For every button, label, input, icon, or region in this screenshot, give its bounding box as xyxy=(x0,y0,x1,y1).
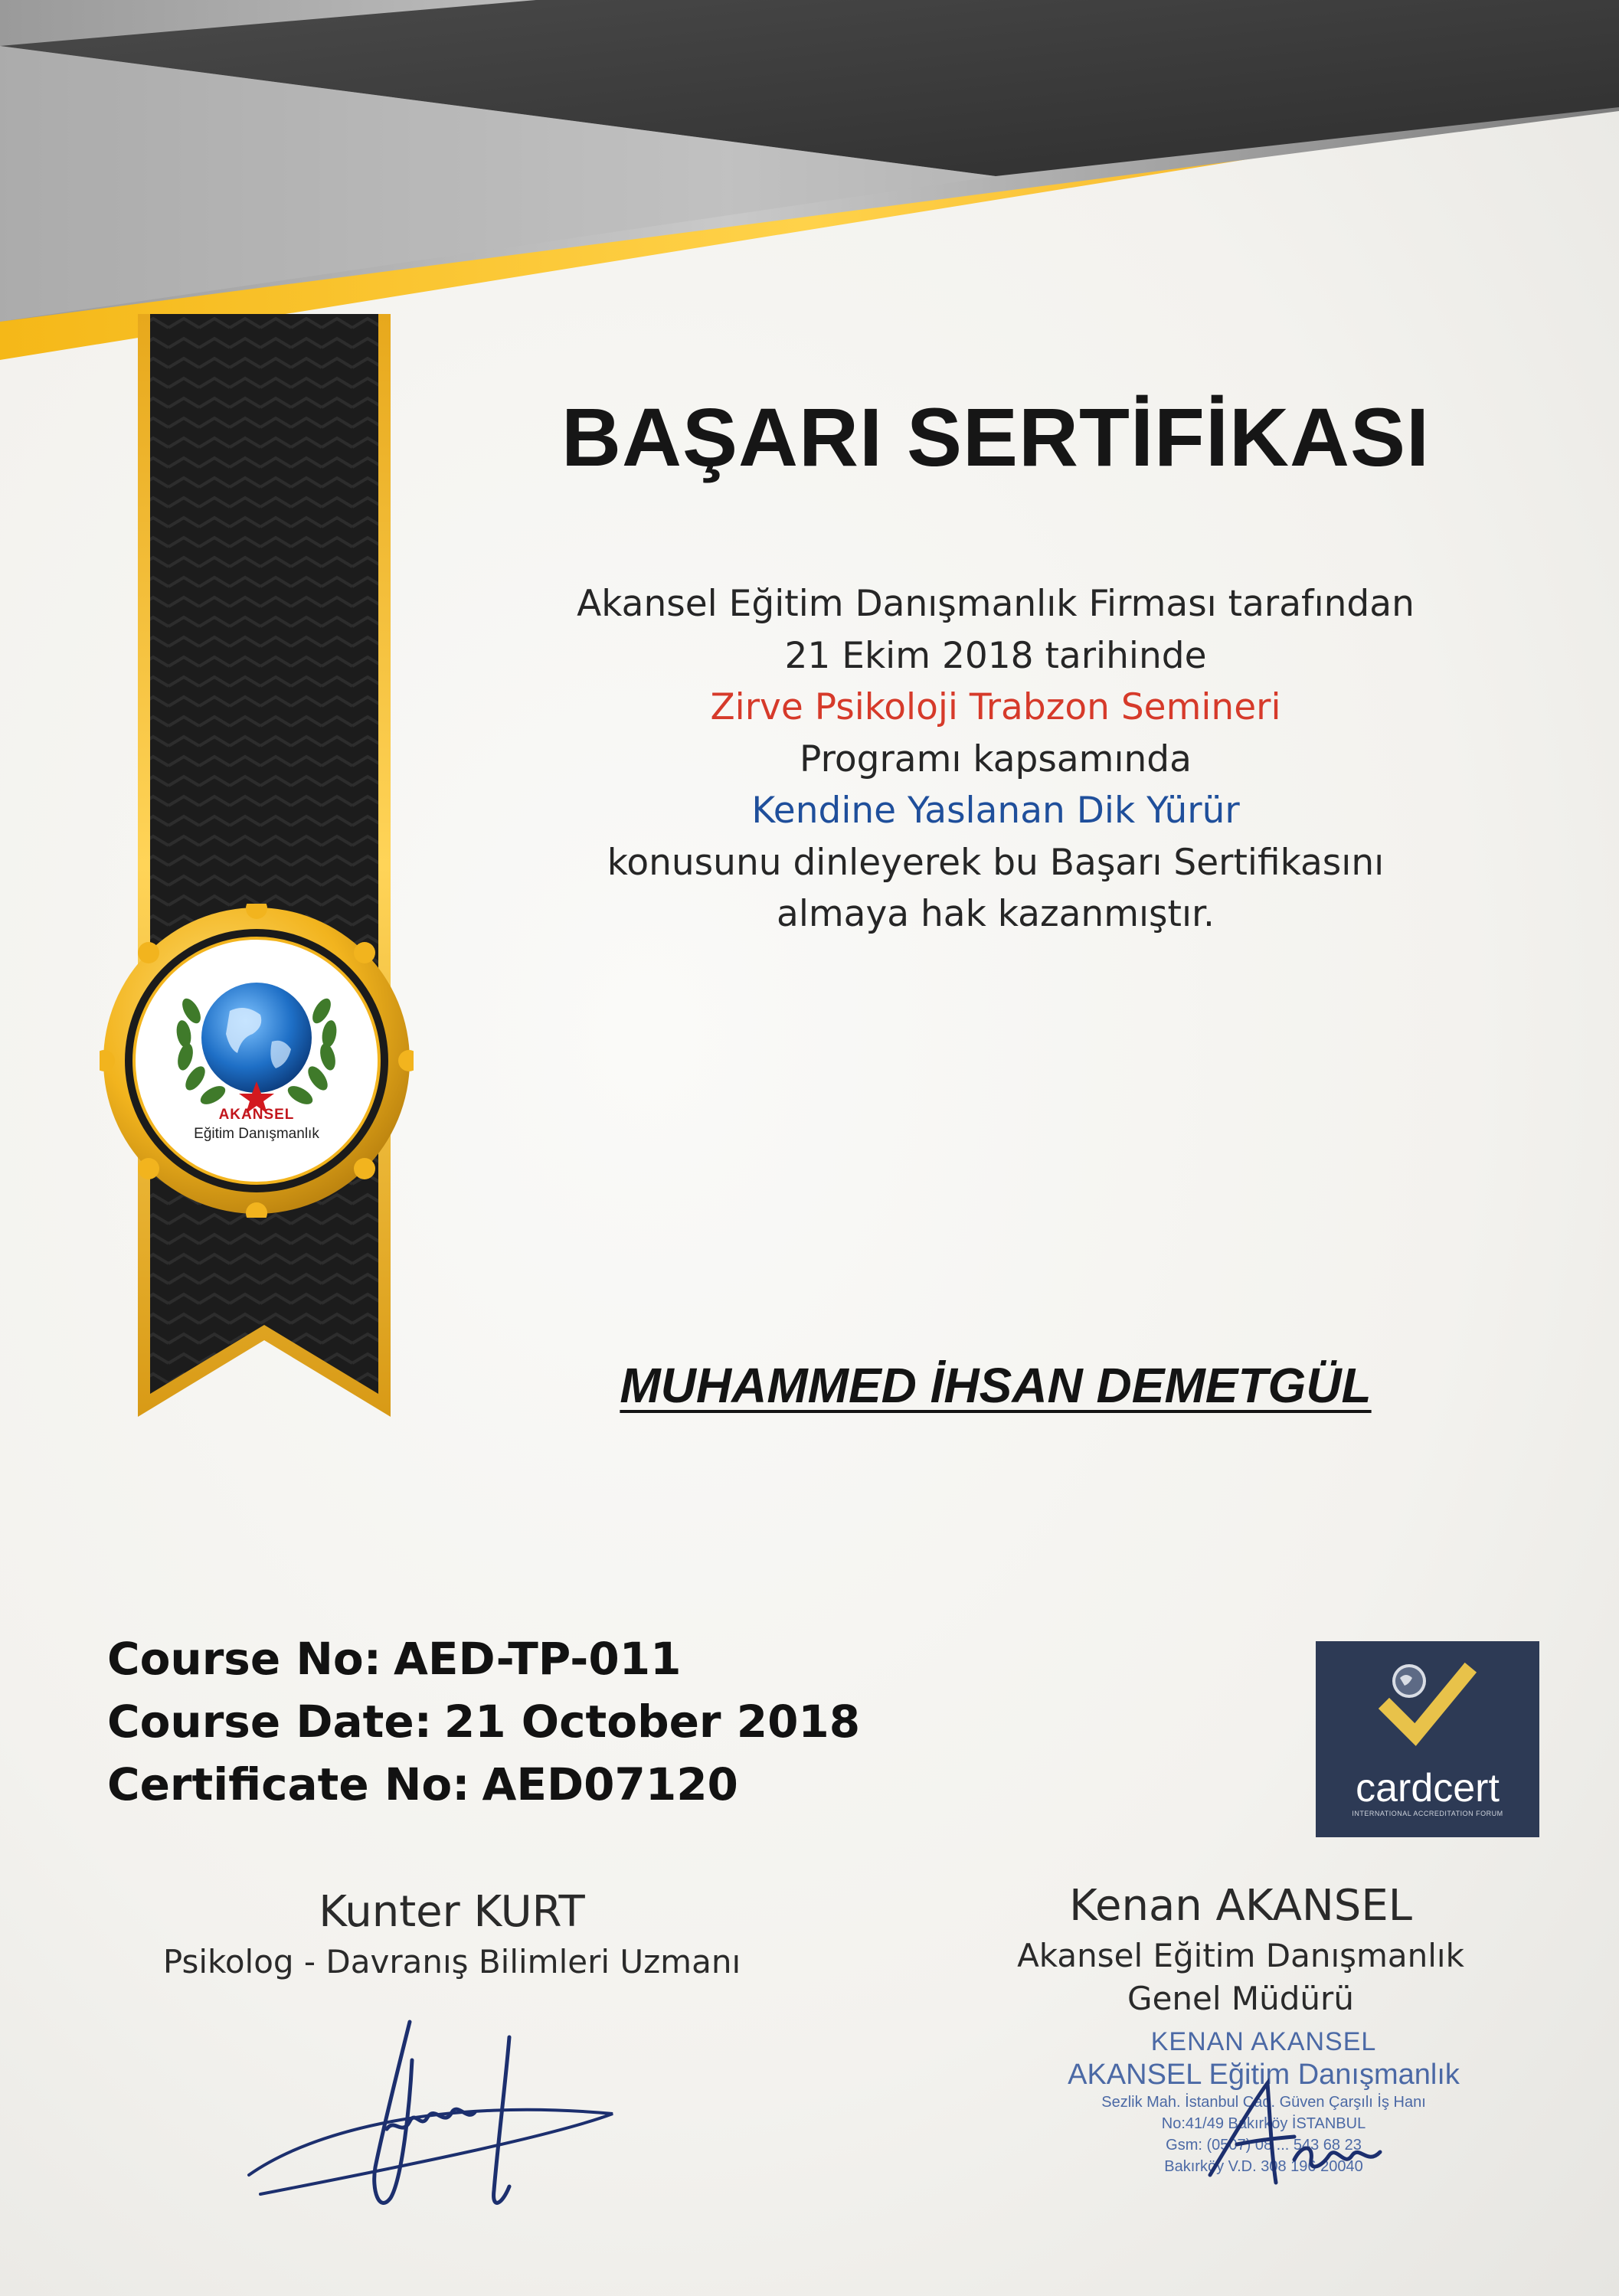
side-ribbon xyxy=(138,314,391,1440)
body-line-7: almaya hak kazanmıştır. xyxy=(777,893,1215,935)
course-date-row xyxy=(107,1690,860,1753)
left-signatory-title: Psikolog - Davranış Bilimleri Uzmanı xyxy=(162,1943,741,1980)
right-signatory xyxy=(973,1878,1509,2020)
left-signature xyxy=(245,2014,628,2229)
body-line-4: Programı kapsamında xyxy=(800,738,1192,780)
seminar-topic: Kendine Yaslanan Dik Yürür xyxy=(751,790,1240,832)
akansel-seal xyxy=(100,904,414,1218)
seal-subtitle: Eğitim Danışmanlık xyxy=(194,1126,319,1142)
course-no-label: Course No: xyxy=(107,1633,381,1685)
recipient-name-block xyxy=(490,1357,1501,1414)
certificate-title: BAŞARI SERTİFİKASI xyxy=(561,391,1431,483)
cardcert-logo xyxy=(1316,1641,1539,1837)
certificate-no-value: AED07120 xyxy=(482,1758,738,1810)
body-line-2: 21 Ekim 2018 tarihinde xyxy=(784,634,1207,677)
stamp-line-5: Gsm: (0507) 08 ... 543 68 23 xyxy=(1166,2137,1362,2154)
certificate-no-label: Certificate No: xyxy=(107,1758,470,1810)
course-date-label: Course Date: xyxy=(107,1696,432,1748)
course-date-value: 21 October 2018 xyxy=(443,1696,861,1748)
body-line-1: Akansel Eğitim Danışmanlık Firması tarafından xyxy=(577,583,1415,625)
left-signatory xyxy=(115,1884,789,1984)
body-line-6: konusunu dinleyerek bu Başarı Sertifikasını xyxy=(607,841,1385,884)
right-signature xyxy=(1179,2068,1409,2198)
stamp-line-1: KENAN AKANSEL xyxy=(1150,2027,1377,2056)
cardcert-check-icon xyxy=(1316,1641,1539,1764)
certificate-body xyxy=(490,578,1501,940)
course-info xyxy=(107,1627,860,1816)
right-signatory-name: Kenan AKANSEL xyxy=(1069,1881,1412,1931)
cardcert-subtitle: INTERNATIONAL ACCREDITATION FORUM xyxy=(1352,1810,1503,1817)
course-no-row xyxy=(107,1627,860,1690)
stamp-line-2: AKANSEL Eğitim Danışmanlık xyxy=(1068,2059,1460,2091)
seal-brand: AKANSEL xyxy=(218,1107,295,1123)
stamp-line-4: No:41/49 Bakırköy İSTANBUL xyxy=(1161,2115,1366,2132)
recipient-name: MUHAMMED İHSAN DEMETGÜL xyxy=(620,1358,1372,1413)
top-banner xyxy=(0,0,1619,368)
seminar-name: Zirve Psikoloji Trabzon Semineri xyxy=(710,686,1281,728)
certificate-no-row xyxy=(107,1753,860,1816)
left-signatory-name: Kunter KURT xyxy=(319,1887,585,1937)
stamp-line-3: Sezlik Mah. İstanbul Cad. Güven Çarşılı İş Hanı xyxy=(1101,2094,1426,2111)
right-signatory-title-1: Akansel Eğitim Danışmanlık xyxy=(1017,1937,1464,1974)
cardcert-name: cardcert xyxy=(1356,1766,1500,1810)
right-signatory-title-2: Genel Müdürü xyxy=(1127,1980,1354,2017)
course-no-value: AED-TP-011 xyxy=(393,1633,682,1685)
stamp-line-6: Bakırköy V.D. 308 196 20040 xyxy=(1164,2158,1363,2175)
